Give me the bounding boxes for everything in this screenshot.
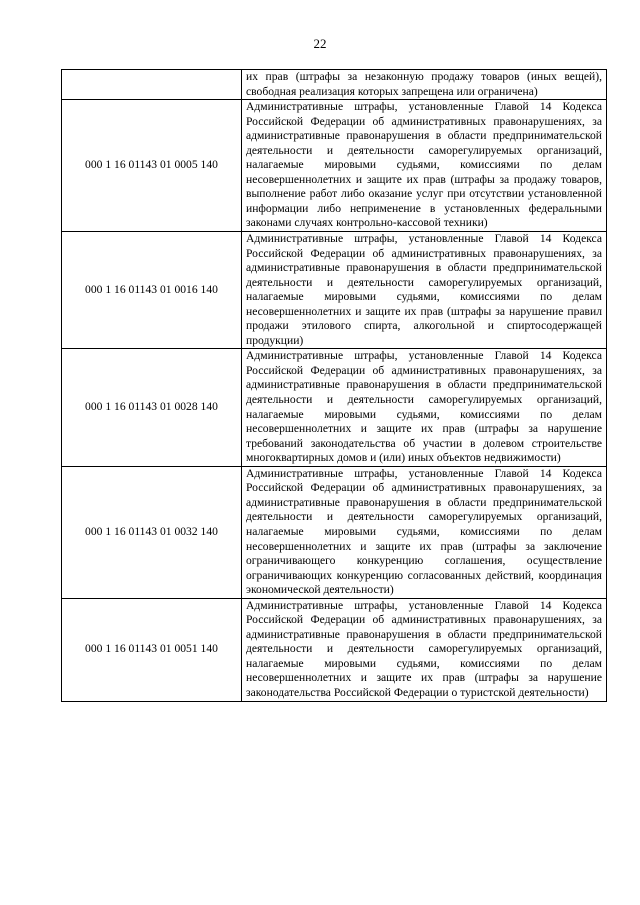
- description-cell: Административные штрафы, установленные Главой 14 Кодекса Российской Федерации об административных правонарушениях, за административные правонарушения в области предпринимательской деятельности и деятельности саморегулируемых организаций, налагаемые мировыми судьями, комиссиями по делам несовершеннолетних и защите их прав (штрафы за нарушение требований законодательства об участии в долевом строительстве многоквартирных домов и (или) иных объектов недвижимости): [242, 349, 607, 466]
- budget-code-cell: 000 1 16 01143 01 0016 140: [62, 232, 242, 349]
- description-cell: Административные штрафы, установленные Главой 14 Кодекса Российской Федерации об административных правонарушениях, за административные правонарушения в области предпринимательской деятельности и деятельности саморегулируемых организаций, налагаемые мировыми судьями, комиссиями по делам несовершеннолетних и защите их прав (штрафы за нарушение правил продажи этилового спирта, алкогольной и спиртосодержащей продукции): [242, 232, 607, 349]
- description-cell: Административные штрафы, установленные Главой 14 Кодекса Российской Федерации об административных правонарушениях, за административные правонарушения в области предпринимательской деятельности и деятельности саморегулируемых организаций, налагаемые мировыми судьями, комиссиями по делам несовершеннолетних и защите их прав (штрафы за нарушение законодательства Российской Федерации о туристской деятельности): [242, 598, 607, 701]
- budget-code-cell: 000 1 16 01143 01 0032 140: [62, 466, 242, 598]
- budget-code-cell: 000 1 16 01143 01 0051 140: [62, 598, 242, 701]
- budget-code-cell: 000 1 16 01143 01 0005 140: [62, 100, 242, 232]
- table-row: [62, 100, 607, 232]
- page-number: 22: [313, 36, 327, 51]
- table-row: [62, 598, 607, 701]
- table-row: [62, 70, 607, 100]
- budget-codes-table: [61, 69, 607, 702]
- description-cell: Административные штрафы, установленные Главой 14 Кодекса Российской Федерации об административных правонарушениях, за административные правонарушения в области предпринимательской деятельности и деятельности саморегулируемых организаций, налагаемые мировыми судьями, комиссиями по делам несовершеннолетних и защите их прав (штрафы за продажу товаров, выполнение работ либо оказание услуг при отсутствии установленной информации либо неприменение в установленных федеральными законами случаях контрольно-кассовой техники): [242, 100, 607, 232]
- description-cell: их прав (штрафы за незаконную продажу товаров (иных вещей), свободная реализация которых запрещена или ограничена): [242, 70, 607, 100]
- description-cell: Административные штрафы, установленные Главой 14 Кодекса Российской Федерации об административных правонарушениях, за административные правонарушения в области предпринимательской деятельности и деятельности саморегулируемых организаций, налагаемые мировыми судьями, комиссиями по делам несовершеннолетних и защите их прав (штрафы за заключение ограничивающего конкуренцию соглашения, осуществление ограничивающих конкуренцию согласованных действий, координация экономической деятельности): [242, 466, 607, 598]
- budget-code-cell: [62, 70, 242, 100]
- table-row: [62, 232, 607, 349]
- table-row: [62, 349, 607, 466]
- budget-code-cell: 000 1 16 01143 01 0028 140: [62, 349, 242, 466]
- table-row: [62, 466, 607, 598]
